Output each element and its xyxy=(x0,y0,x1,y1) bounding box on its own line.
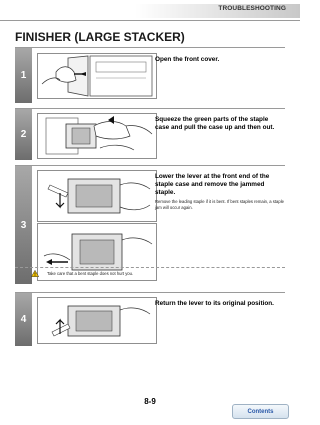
caution-text: Take care that a bent staple does not hurt you. xyxy=(47,271,134,276)
header-divider xyxy=(0,20,300,21)
warning-icon xyxy=(31,270,39,277)
step-divider xyxy=(15,292,285,293)
step-1-illustration xyxy=(37,53,157,99)
step-4-illustration xyxy=(37,297,157,344)
step-divider xyxy=(15,47,285,48)
step-divider xyxy=(15,165,285,166)
step-4 xyxy=(15,292,285,346)
step-3-description: Remove the leading staple if it is bent. If bent staples remain, a staple jam will occur again. xyxy=(155,199,284,210)
step-number-badge: 1 xyxy=(15,48,32,103)
step-2-title: Squeeze the green parts of the staple case and pull the case up and then out. xyxy=(155,116,275,132)
step-number-badge: 2 xyxy=(15,109,32,160)
page-title: FINISHER (LARGE STACKER) xyxy=(15,30,185,44)
step-1-title: Open the front cover. xyxy=(155,56,220,63)
step-2 xyxy=(15,108,285,160)
step-1 xyxy=(15,47,285,103)
caution-divider xyxy=(15,267,285,268)
contents-button[interactable]: Contents xyxy=(232,404,289,419)
header-bar xyxy=(0,0,300,22)
step-3-illustration-top xyxy=(37,170,157,222)
step-number-badge: 4 xyxy=(15,293,32,346)
step-4-title: Return the lever to its original position. xyxy=(155,300,274,307)
page-number: 8-9 xyxy=(144,397,156,406)
section-label: TROUBLESHOOTING xyxy=(218,5,286,12)
step-2-illustration xyxy=(37,113,157,159)
step-divider xyxy=(15,108,285,109)
step-number-badge: 3 xyxy=(15,166,32,284)
step-3-title: Lower the lever at the front end of the staple case and remove the jammed staple. xyxy=(155,173,270,197)
caution-note xyxy=(15,267,285,283)
